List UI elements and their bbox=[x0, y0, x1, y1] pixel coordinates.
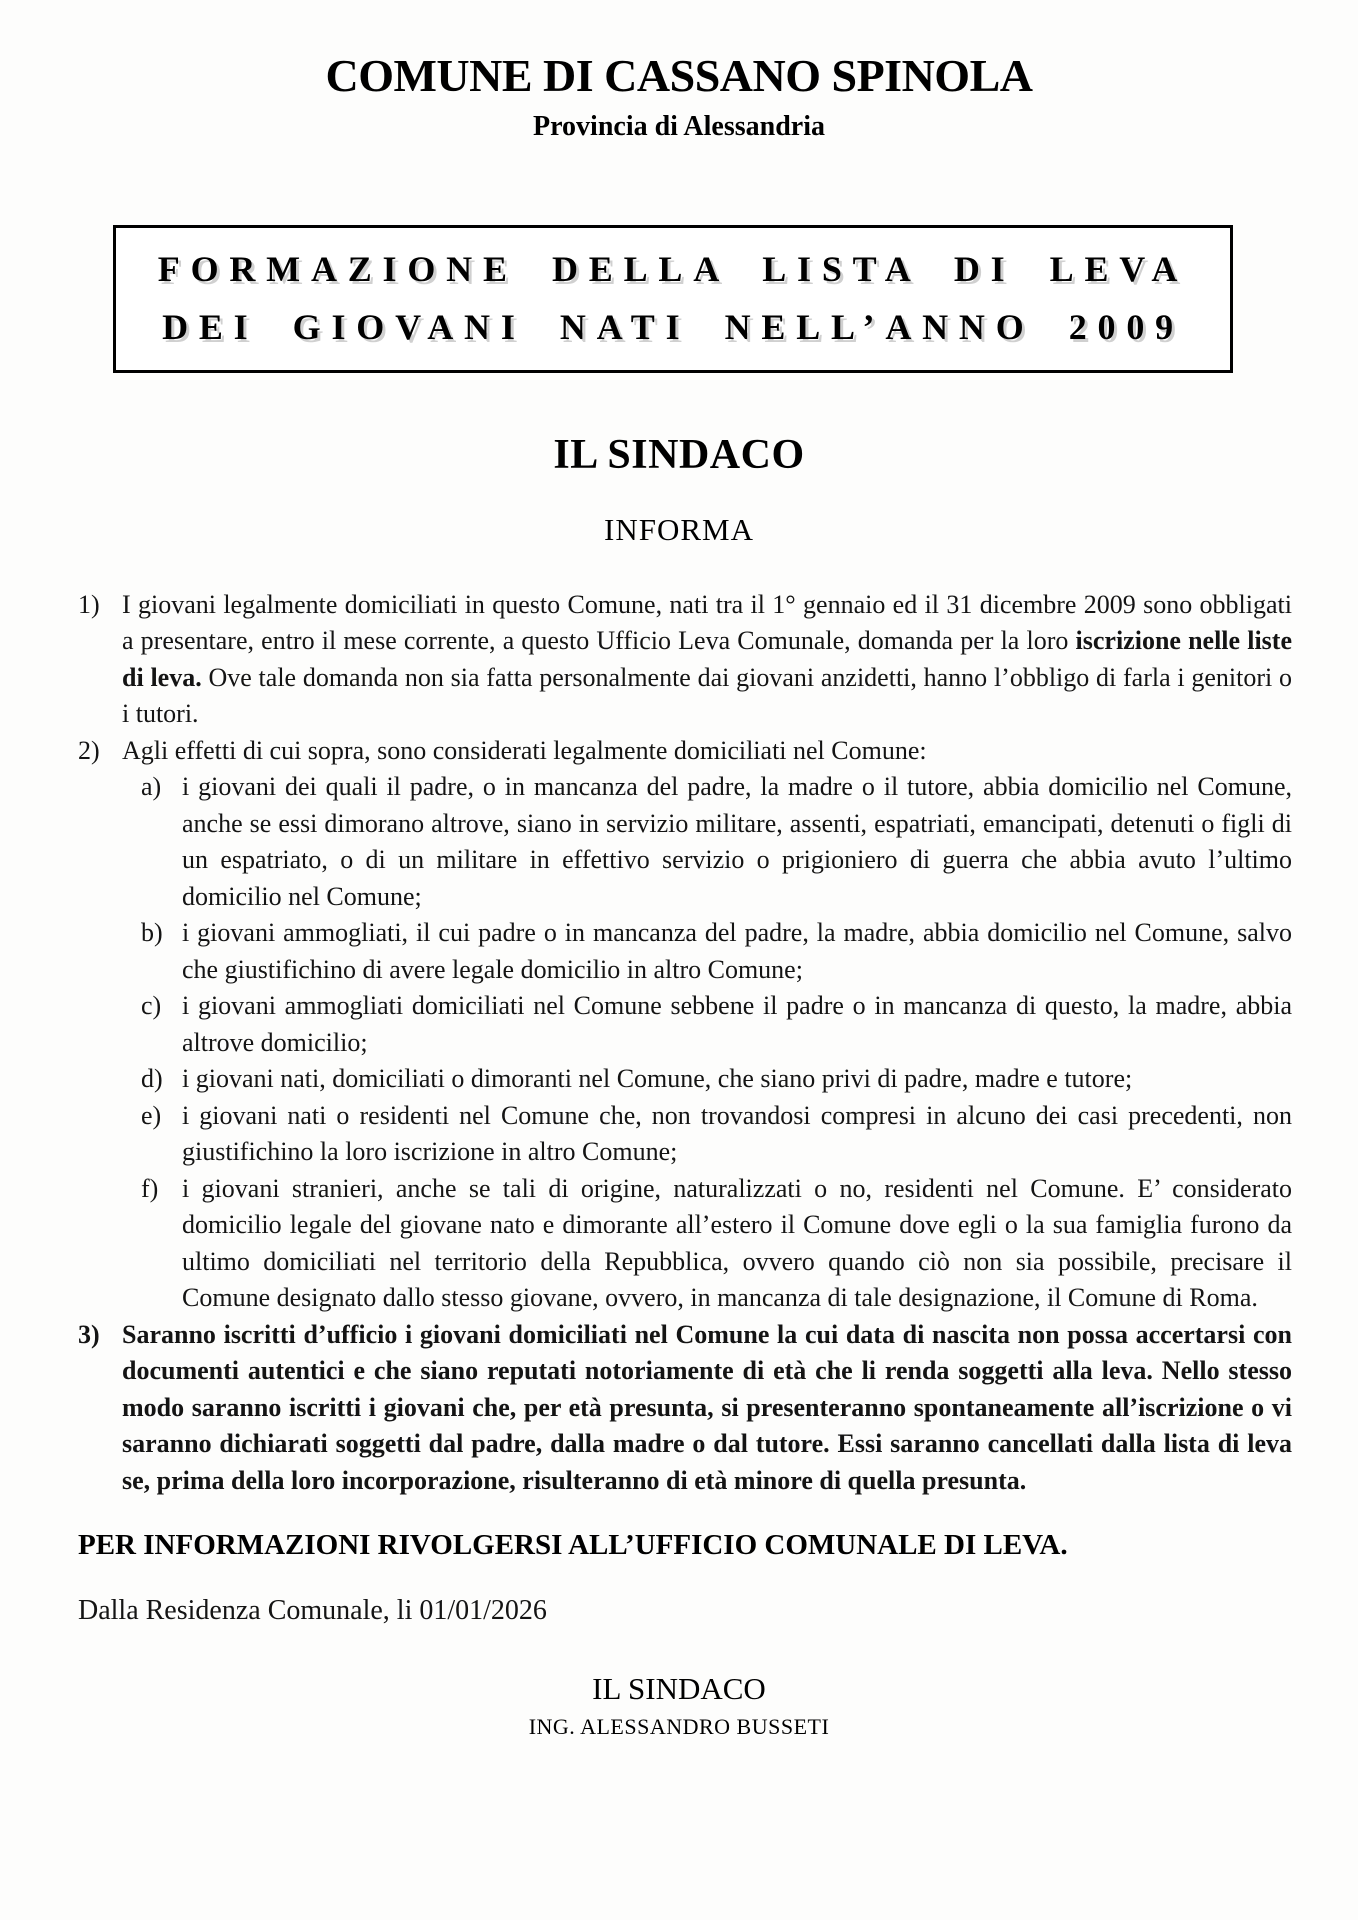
subitem-c-text: i giovani ammogliati domiciliati nel Comune sebbene il padre o in mancanza di questo, la madre, abbia altrove domicilio; bbox=[182, 991, 1292, 1057]
notice-banner-box bbox=[113, 225, 1233, 373]
item-1-text-before: I giovani legalmente domiciliati in questo Comune, nati tra il 1° gennaio ed il 31 dicembre 2009 sono obbligati a presentare, entro il mese corrente, a questo Ufficio Leva Comunale, domanda per la loro bbox=[122, 589, 1292, 656]
list-subitem-d bbox=[141, 1061, 1292, 1098]
subitem-b-text: i giovani ammogliati, il cui padre o in mancanza del padre, la madre, abbia domicilio nel Comune, salvo che giustifichino di avere legale domicilio in altro Comune; bbox=[182, 918, 1292, 984]
item-1-text-after: Ove tale domanda non sia fatta personalmente dai giovani anzidetti, hanno l’obbligo di farla i genitori o i tutori. bbox=[122, 662, 1292, 729]
notice-body bbox=[78, 587, 1292, 1500]
banner-line-2: DEI GIOVANI NATI NELL’ANNO 2009 bbox=[162, 306, 1184, 347]
item-3-text: Saranno iscritti d’ufficio i giovani domiciliati nel Comune la cui data di nascita non possa accertarsi con documenti autentici e che siano reputati notoriamente di età che li renda soggetti alla leva. Nello stesso modo saranno iscritti i giovani che, per età presunta, si presenteranno spontaneamente all’iscrizione o vi saranno dichiarati soggetti dal padre, dalla madre o dal tutore. Essi saranno cancellati dalla lista di leva se, prima della loro incorporazione, risulteranno di età minore di quella presunta. bbox=[122, 1319, 1292, 1495]
subitem-d-letter: d) bbox=[141, 1064, 163, 1094]
subitem-e-letter: e) bbox=[141, 1100, 162, 1130]
list-subitem-c bbox=[141, 988, 1292, 1061]
subitem-f-letter: f) bbox=[141, 1173, 159, 1203]
signature-title: IL SINDACO bbox=[592, 1671, 766, 1707]
date-line: Dalla Residenza Comunale, li 01/01/2026 bbox=[78, 1595, 547, 1627]
subitem-f-text: i giovani stranieri, anche se tali di origine, naturalizzati o no, residenti nel Comune. E’ considerato domicilio legale del giovane nato e dimorante all’estero il Comune dove egli o la sua famiglia furono da ultimo domiciliati nel territorio della Repubblica, ovvero quando ciò non sia possibile, precisare il Comune designato dallo stesso giovane, ovvero, in mancanza di tale designazione, il Comune di Roma. bbox=[182, 1173, 1292, 1313]
subitem-d-text: i giovani nati, domiciliati o dimoranti nel Comune, che siano privi di padre, madre e tutore; bbox=[182, 1064, 1133, 1094]
item-1-bold-phrase: iscrizione nelle liste di leva. bbox=[122, 626, 1292, 692]
item-3-number: 3) bbox=[78, 1319, 100, 1349]
item-1-number: 1) bbox=[78, 589, 100, 619]
document-header bbox=[0, 0, 1358, 145]
signature-name: ING. ALESSANDRO BUSSETI bbox=[528, 1714, 830, 1740]
heading-il-sindaco: IL SINDACO bbox=[553, 431, 805, 478]
list-subitem-b bbox=[141, 915, 1292, 988]
item-2-number: 2) bbox=[78, 735, 100, 765]
subitem-c-letter: c) bbox=[141, 991, 162, 1021]
subitem-b-letter: b) bbox=[141, 918, 163, 948]
list-item-3 bbox=[78, 1317, 1292, 1500]
list-subitem-a bbox=[141, 769, 1292, 915]
banner-line-1: FORMAZIONE DELLA LISTA DI LEVA bbox=[157, 248, 1189, 289]
item-2-text: Agli effetti di cui sopra, sono considerati legalmente domiciliati nel Comune: bbox=[122, 735, 927, 765]
list-item-2 bbox=[78, 733, 1292, 770]
subitem-a-letter: a) bbox=[141, 772, 162, 802]
list-subitem-e bbox=[141, 1098, 1292, 1171]
heading-informa: INFORMA bbox=[604, 511, 754, 547]
province-subtitle: Provincia di Alessandria bbox=[533, 110, 825, 142]
subitem-e-text: i giovani nati o residenti nel Comune che, non trovandosi compresi in alcuno dei casi precedenti, non giustifichino la loro iscrizione in altro Comune; bbox=[182, 1100, 1292, 1167]
municipality-title: COMUNE DI CASSANO SPINOLA bbox=[325, 50, 1033, 101]
list-subitem-f bbox=[141, 1171, 1292, 1317]
list-item-1 bbox=[78, 587, 1292, 733]
subitem-a-text: i giovani dei quali il padre, o in mancanza del padre, la madre o il tutore, abbia domicilio nel Comune, anche se essi dimorano altrove, siano in servizio militare, assenti, espatriati, emancipati, detenuti o figli di un espatriato, o di un militare in effettivo servizio o prigioniero di guerra che abbia avuto l’ultimo domicilio nel Comune; bbox=[182, 772, 1292, 911]
info-line: PER INFORMAZIONI RIVOLGERSI ALL’UFFICIO COMUNALE DI LEVA. bbox=[78, 1529, 1068, 1562]
